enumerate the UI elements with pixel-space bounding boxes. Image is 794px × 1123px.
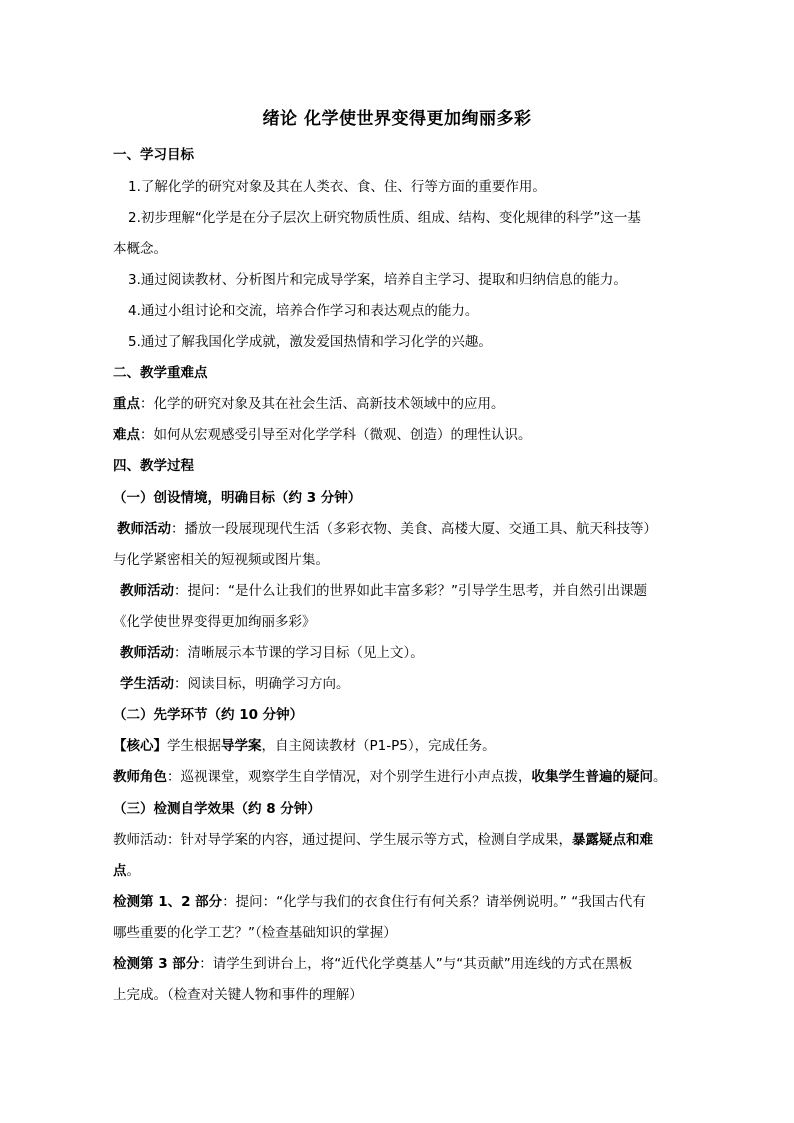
student-activity-label: 学生活动 <box>120 676 174 692</box>
difficulty-line <box>113 426 532 444</box>
student-activity-text: ：阅读目标，明确学习方向。 <box>174 676 350 692</box>
check-3-text: ：请学生到讲台上，将“近代化学奠基人”与“其贡献”用连线的方式在黑板 <box>199 956 633 972</box>
teacher-activity-label: 教师活动 <box>120 583 174 599</box>
role-bold: 收集学生普遍的疑问 <box>531 769 653 785</box>
step3-teacher-bold-cont: 点 <box>113 863 127 879</box>
step3-check-3-cont: 上完成。（检查对关键人物和事件的理解） <box>113 987 363 1003</box>
check-3-label: 检测第 3 部分 <box>113 956 200 972</box>
step3-check-1-cont: 哪些重要的化学工艺？”（检查基础知识的掌握） <box>113 925 397 941</box>
role-end: 。 <box>653 769 667 785</box>
core-text-bold: 导学案 <box>221 738 262 754</box>
step3-teacher-end: 。 <box>126 863 140 879</box>
objective-2-cont: 本概念。 <box>113 241 167 257</box>
teacher-activity-label: 教师活动 <box>120 645 174 661</box>
keypoints-heading: 二、教学重难点 <box>113 365 208 381</box>
process-heading: 四、教学过程 <box>113 458 194 474</box>
check-1-label: 检测第 1、2 部分 <box>113 894 223 910</box>
step3-check-1 <box>113 893 646 911</box>
difficulty-text: ：如何从宏观感受引导至对化学学科（微观、创造）的理性认识。 <box>140 427 532 443</box>
role-label: 教师角色 <box>113 769 167 785</box>
teacher-activity-text: ：清晰展示本节课的学习目标（见上文）。 <box>174 645 424 661</box>
focus-label: 重点 <box>113 396 140 412</box>
document-title: 绪论 化学使世界变得更加绚丽多彩 <box>262 109 532 129</box>
objective-1: 1.了解化学的研究对象及其在人类衣、食、住、行等方面的重要作用。 <box>128 179 546 195</box>
step1-teacher-2-cont: 《化学使世界变得更加绚丽多彩》 <box>113 614 316 630</box>
step1-heading: （一）创设情境，明确目标（约 3 分钟） <box>113 490 362 506</box>
core-text-a: 学生根据 <box>167 738 221 754</box>
step3-teacher-bold: 暴露疑点和难 <box>572 832 653 848</box>
role-text: ：巡视课堂，观察学生自学情况，对个别学生进行小声点拨， <box>167 769 532 785</box>
step3-teacher-cont <box>113 862 140 880</box>
step1-teacher-1-cont: 与化学紧密相关的短视频或图片集。 <box>113 552 329 568</box>
focus-text: ：化学的研究对象及其在社会生活、高新技术领域中的应用。 <box>140 396 505 412</box>
step2-teacher-role <box>113 768 667 786</box>
step2-core <box>113 737 496 755</box>
teacher-activity-text: ：播放一段展现现代生活（多彩衣物、美食、高楼大厦、交通工具、航天科技等） <box>171 521 657 537</box>
difficulty-label: 难点 <box>113 427 140 443</box>
step1-teacher-3 <box>120 644 424 662</box>
step1-teacher-2 <box>120 582 647 600</box>
step3-check-3 <box>113 955 632 973</box>
objective-4: 4.通过小组讨论和交流，培养合作学习和表达观点的能力。 <box>128 303 479 319</box>
teacher-activity-label: 教师活动 <box>117 521 171 537</box>
teacher-activity-text: ：提问：“是什么让我们的世界如此丰富多彩？”引导学生思考，并自然引出课题 <box>174 583 647 599</box>
objective-3: 3.通过阅读教材、分析图片和完成导学案，培养自主学习、提取和归纳信息的能力。 <box>128 272 627 288</box>
step2-heading: （二）先学环节（约 10 分钟） <box>113 707 304 723</box>
step3-teacher-text: 教师活动：针对导学案的内容，通过提问、学生展示等方式，检测自学成果， <box>113 832 572 848</box>
step3-heading: （三）检测自学效果（约 8 分钟） <box>113 801 321 817</box>
objective-5: 5.通过了解我国化学成就，激发爱国热情和学习化学的兴趣。 <box>128 334 492 350</box>
check-1-text: ：提问：“化学与我们的衣食住行有何关系？请举例说明。” “我国古代有 <box>222 894 646 910</box>
objective-2: 2.初步理解“化学是在分子层次上研究物质性质、组成、结构、变化规律的科学”这一基 <box>128 210 641 226</box>
step3-teacher <box>113 831 653 849</box>
objectives-heading: 一、学习目标 <box>113 147 194 163</box>
core-label: 【核心】 <box>113 738 167 754</box>
focus-line <box>113 395 505 413</box>
step1-teacher-1 <box>117 520 657 538</box>
step1-student <box>120 675 350 693</box>
core-text-c: ，自主阅读教材（P1-P5），完成任务。 <box>261 738 496 754</box>
